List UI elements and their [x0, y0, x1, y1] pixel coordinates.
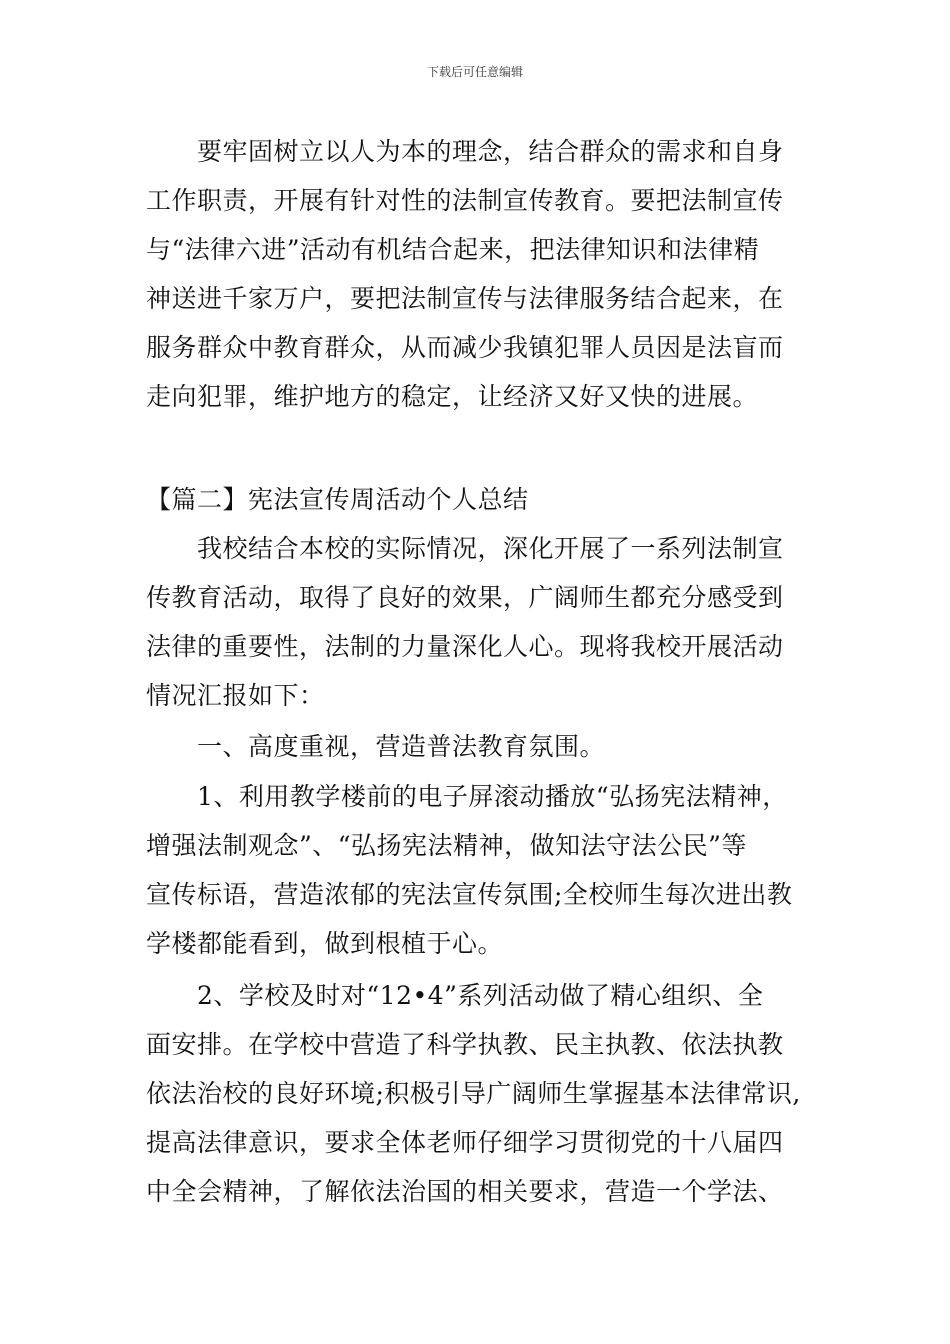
paragraph-line: 提高法律意识，要求全体老师仔细学习贯彻党的十八届四 [146, 1128, 784, 1157]
paragraph-line: 1、利用教学楼前的电子屏滚动播放“弘扬宪法精神， [146, 782, 788, 811]
paragraph-line: 情况汇报如下： [146, 681, 325, 710]
paragraph-line: 中全会精神，了解依法治国的相关要求，营造一个学法、 [146, 1177, 784, 1206]
page-header-note: 下载后可任意编辑 [426, 65, 523, 79]
paragraph-line: 与“法律六进”活动有机结合起来，把法律知识和法律精 [146, 235, 760, 264]
paragraph-line: 神送进千家万户，要把法制宣传与法律服务结合起来，在 [146, 284, 784, 313]
paragraph-line: 工作职责，开展有针对性的法制宣传教育。要把法制宣传 [146, 186, 784, 215]
paragraph-line: 依法治校的良好环境;积极引导广阔师生掌握基本法律常识, [146, 1079, 801, 1108]
paragraph-line: 增强法制观念”、“弘扬宪法精神，做知法守法公民”等 [146, 831, 747, 860]
paragraph-line: 宣传标语，营造浓郁的宪法宣传氛围;全校师生每次进出教 [146, 880, 793, 909]
subheading-1: 一、高度重视，营造普法教育氛围。 [146, 732, 606, 761]
paragraph-line: 走向犯罪，维护地方的稳定，让经济又好又快的进展。 [146, 382, 759, 411]
paragraph-line: 要牢固树立以人为本的理念，结合群众的需求和自身 [146, 137, 784, 166]
paragraph-line: 学楼都能看到，做到根植于心。 [146, 929, 504, 958]
paragraph-line: 传教育活动，取得了良好的效果，广阔师生都充分感受到 [146, 583, 784, 612]
paragraph-line: 法律的重要性，法制的力量深化人心。现将我校开展活动 [146, 632, 784, 661]
section-heading: 【篇二】宪法宣传周活动个人总结 [146, 485, 529, 514]
paragraph-line: 我校结合本校的实际情况，深化开展了一系列法制宣 [146, 534, 784, 563]
paragraph-line: 服务群众中教育群众，从而减少我镇犯罪人员因是法盲而 [146, 333, 784, 362]
paragraph-line: 面安排。在学校中营造了科学执教、民主执教、依法执教 [146, 1030, 784, 1059]
paragraph-line: 2、学校及时对“12•4”系列活动做了精心组织、全 [146, 981, 764, 1010]
